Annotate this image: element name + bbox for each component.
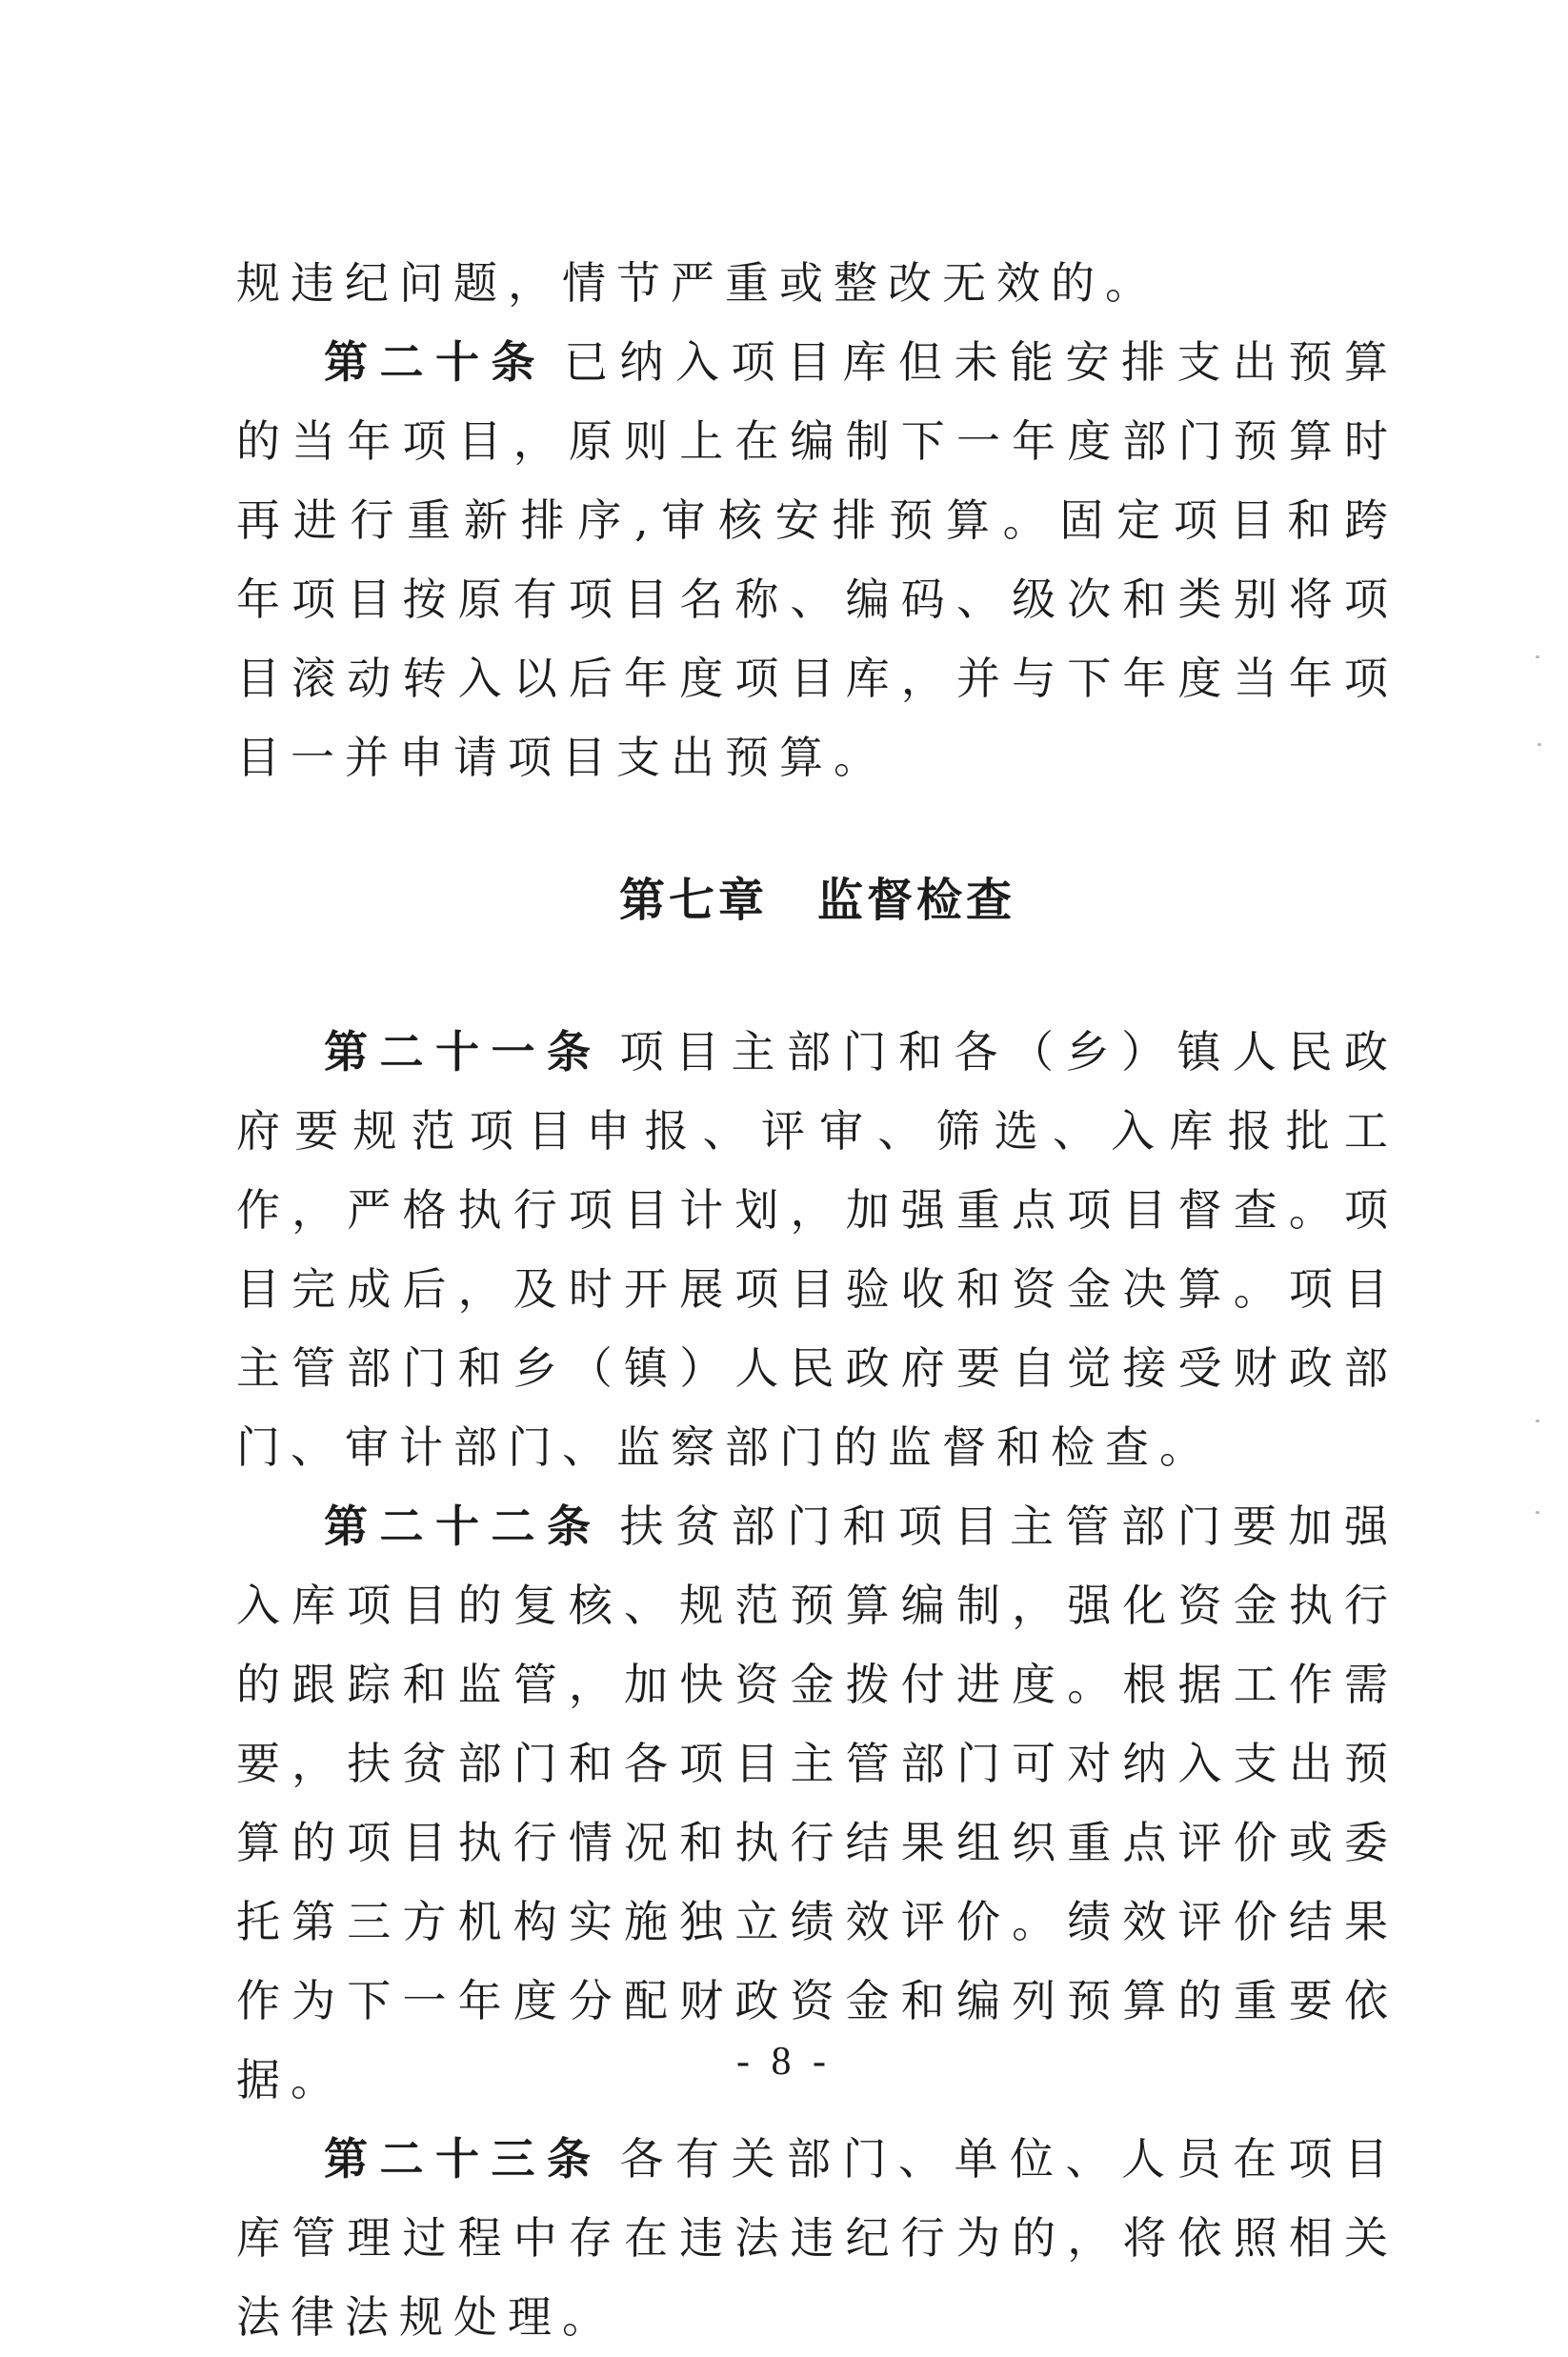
scan-speck	[1536, 655, 1539, 658]
article-20-heading: 第二十条	[324, 336, 547, 388]
article-22-text: 扶贫部门和项目主管部门要加强入库项目的复核、规范预算编制，强化资金执行的跟踪和监管，加快资金拨付进度。根据工作需要，扶贫部门和各项目主管部门可对纳入支出预算的项目执行情况和执行结果组织重点评价或委托第三方机构实施独立绩效评价。绩效评价结果作为下一年度分配财政资金和编列预算的重要依据。	[236, 1501, 1398, 2105]
article-20-text: 已纳入项目库但未能安排支出预算的当年项目，原则上在编制下一年度部门预算时再进行重新排序,审核安排预算。固定项目和跨年项目按原有项目名称、编码、级次和类别将项目滚动转入以后年度项目库，并与下年度当年项目一并申请项目支出预算。	[236, 336, 1398, 783]
page-number: - 8 -	[736, 2040, 832, 2084]
article-22-heading: 第二十二条	[324, 1501, 603, 1552]
article-23-text: 各有关部门、单位、人员在项目库管理过程中存在违法违纪行为的，将依照相关法律法规处理。	[236, 2133, 1398, 2343]
article-23-heading: 第二十三条	[324, 2133, 603, 2185]
chapter-number: 第七章	[618, 874, 768, 927]
chapter-title: 监督检查	[817, 874, 1016, 927]
article-20	[236, 323, 1398, 797]
article-23	[236, 2120, 1398, 2357]
scan-speck	[1538, 743, 1541, 746]
article-21-heading: 第二十一条	[324, 1026, 603, 1078]
chapter-heading	[236, 862, 1398, 938]
article-21-text: 项目主部门和各（乡）镇人民政府要规范项目申报、评审、筛选、入库报批工作，严格执行项目计划，加强重点项目督查。项目完成后，及时开展项目验收和资金决算。项目主管部门和乡（镇）人民政府要自觉接受财政部门、审计部门、监察部门的监督和检查。	[236, 1026, 1398, 1473]
scan-speck	[1536, 1511, 1539, 1514]
article-22	[236, 1487, 1398, 2120]
scan-speck	[1536, 1420, 1539, 1422]
article-21	[236, 1013, 1398, 1487]
continuation-paragraph: 规违纪问题，情节严重或整改无效的。	[236, 257, 1159, 309]
